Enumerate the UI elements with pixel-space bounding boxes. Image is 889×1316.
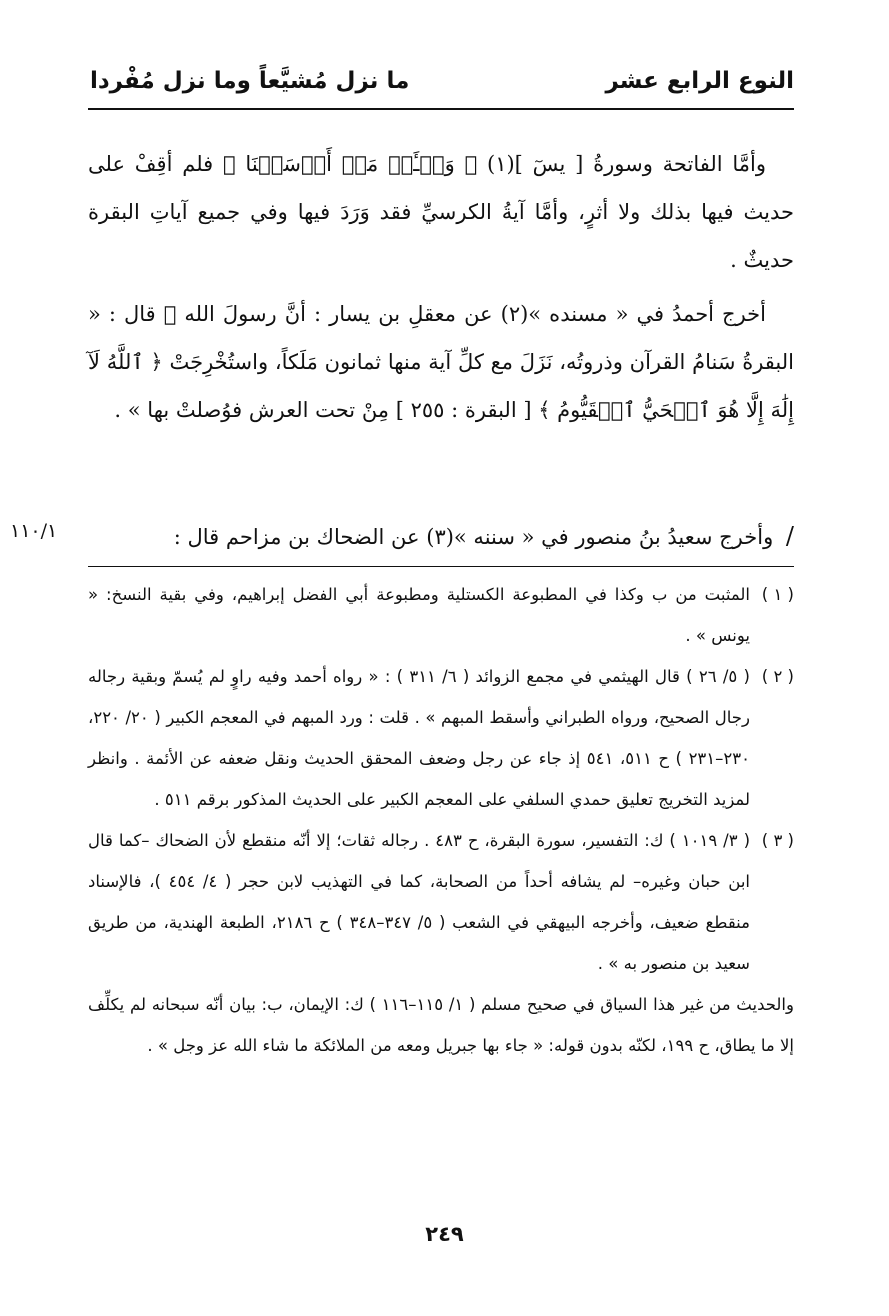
footnote-1: [88, 574, 794, 656]
footnote-3: [88, 820, 794, 984]
footnote-text: المثبت من ب وكذا في المطبوعة الكستلية ومطبوعة أبي الفضل إبراهيم، وفي بقية النسخ: « يونس » .: [88, 585, 750, 645]
footnote-divider: [88, 566, 794, 567]
paragraph-2: أخرج أحمدُ في « مسنده »(٢) عن معقلِ بن يسار : أنَّ رسولَ الله ﷺ قال : « البقرةُ سَنامُ القرآن وذروتُه، نَزَلَ مع كلِّ آية منها ثمانون مَلَكاً، واستُخْرِجَتْ ﴿ ٱللَّهُ لَآ إِلَٰهَ إِلَّا هُوَ ٱلۡحَيُّ ٱلۡقَيُّومُ ﴾ [ البقرة : ٢٥٥ ] مِنْ تحت العرش فوُصلتْ بها » .: [88, 302, 794, 422]
section-title: ما نزل مُشيَّعاً وما نزل مُفْردا: [90, 68, 410, 94]
footnote-number: ( ١ ): [761, 585, 794, 604]
footnote-number: ( ٣ ): [761, 831, 794, 850]
footnote-3-continuation: والحديث من غير هذا السياق في صحيح مسلم ( ١/ ١١٥–١١٦ ) ك: الإيمان، ب: بيان أنّه سبحانه لم يكلِّف إلا ما يطاق، ح ١٩٩، لكنّه بدون قوله: « جاء بها جبريل ومعه من الملائكة ما شاء الله عز وجل » .: [88, 995, 794, 1055]
page-number: ٢٤٩: [425, 1222, 464, 1246]
paragraph-3-line: [88, 512, 794, 561]
footnote-number: ( ٢ ): [761, 667, 794, 686]
page-break-slash: /: [785, 522, 794, 550]
manuscript-folio-reference: ١١٠/١: [10, 520, 58, 542]
footnote-2: [88, 656, 794, 820]
footnote-text: ( ٥/ ٢٦ ) قال الهيثمي في مجمع الزوائد ( ٦/ ٣١١ ) : « رواه أحمد وفيه راوٍ لم يُسمّ وبقية رجاله رجال الصحيح، ورواه الطبراني وأسقط المبهم » . قلت : ورد المبهم في المعجم الكبير ( ٢٠/ ٢٢٠، ٢٣٠–٢٣١ ) ح ٥١١، ٥٤١ إذ جاء عن رجل وضعف المحقق الحديث ونقل ضعفه عن الأئمة . وانظر لمزيد التخريج تعليق حمدي السلفي على المعجم الكبير على الحديث المذكور برقم ٥١١ .: [88, 667, 750, 809]
footnotes: [88, 574, 794, 1066]
paragraph-1: وأمَّا الفاتحة وسورةُ [ يسٓ ](١) ﴿ وَسۡـَٔلۡ مَنۡ أَرۡسَلۡنَا ﴾ فلم أقِفْ على حديث فيها بذلك ولا أثرٍ، وأمَّا آيةُ الكرسيِّ فقد وَرَدَ فيها وفي جميع آياتِ البقرة حديثٌ .: [88, 152, 794, 272]
chapter-title: النوع الرابع عشر: [605, 68, 794, 94]
footnote-text: ( ٣/ ١٠١٩ ) ك: التفسير، سورة البقرة، ح ٤٨٣ . رجاله ثقات؛ إلا أنّه منقطع لأن الضحاك –كما قال ابن حبان وغيره– لم يشافه أحداً من الصحابة، كما في التهذيب لابن حجر ( ٤/ ٤٥٤ )، فالإسناد منقطع ضعيف، وأخرجه البيهقي في الشعب ( ٥/ ٣٤٧–٣٤٨ ) ح ٢١٨٦، الطبعة الهندية، من طريق سعيد بن منصور به » .: [88, 831, 751, 973]
main-text: [88, 140, 794, 434]
running-header: [88, 60, 794, 110]
paragraph-3: وأخرج سعيدُ بنُ منصور في « سننه »(٣) عن الضحاك بن مزاحم قال :: [173, 525, 774, 549]
